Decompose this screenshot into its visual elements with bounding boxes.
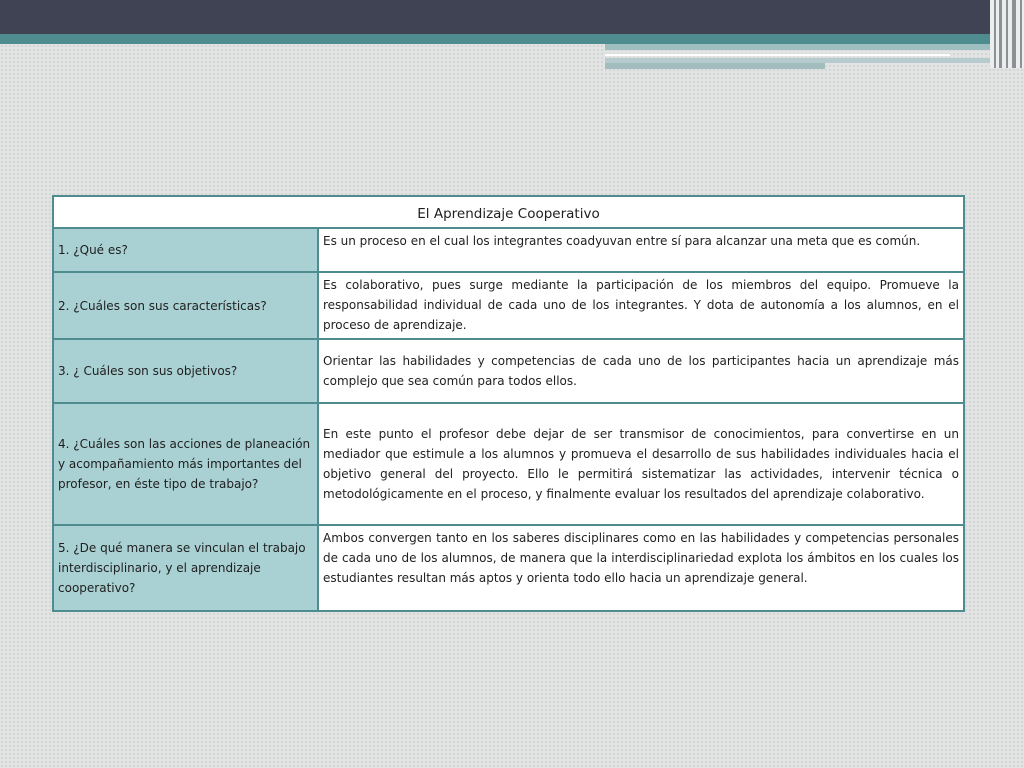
answer-cell: En este punto el profesor debe dejar de ser transmisor de conocimientos, para convertirse en un mediador que estimule a los alumnos y promueva el desarrollo de sus habilidades individuales hacia el objetivo general del proyecto. Ello le permitirá sistematizar las actividades, intervenir técnica o metodológicamente en el proceso, y finalmente evaluar los resultados del aprendizaje colaborativo. (318, 403, 964, 525)
table-title: El Aprendizaje Cooperativo (53, 196, 964, 228)
table-row (53, 228, 964, 272)
slide-header-strip (605, 54, 950, 56)
cooperative-learning-table (52, 195, 965, 612)
answer-cell: Es colaborativo, pues surge mediante la participación de los miembros del equipo. Promueve la responsabilidad individual de cada uno de los integrantes. Y dota de autonomía a los alumnos, en el proceso de aprendizaje. (318, 272, 964, 339)
table-row (53, 339, 964, 403)
table-row (53, 403, 964, 525)
answer-cell: Es un proceso en el cual los integrantes coadyuvan entre sí para alcanzar una meta que es común. (318, 228, 964, 272)
slide-header-strip (605, 44, 990, 50)
slide-header-strip (605, 63, 825, 69)
question-cell: 1. ¿Qué es? (53, 228, 318, 272)
answer-cell: Ambos convergen tanto en los saberes disciplinares como en las habilidades y competencias personales de cada uno de los alumnos, de manera que la interdisciplinariedad explota los ámbitos en los cuales los estudiantes resultan más aptos y orienta todo ello hacia un aprendizaje general. (318, 525, 964, 611)
question-cell: 4. ¿Cuáles son las acciones de planeación y acompañamiento más importantes del profesor, en éste tipo de trabajo? (53, 403, 318, 525)
question-cell: 3. ¿ Cuáles son sus objetivos? (53, 339, 318, 403)
question-cell: 5. ¿De qué manera se vinculan el trabajo interdisciplinario, y el aprendizaje cooperativo? (53, 525, 318, 611)
table-row (53, 525, 964, 611)
question-cell: 2. ¿Cuáles son sus características? (53, 272, 318, 339)
slide-corner-decoration (990, 0, 1024, 68)
slide-header-bar (0, 0, 990, 34)
answer-cell: Orientar las habilidades y competencias de cada uno de los participantes hacia un aprendizaje más complejo que sea común para todos ellos. (318, 339, 964, 403)
table-row (53, 272, 964, 339)
table-title-row (53, 196, 964, 228)
slide-header-accent-bar (0, 34, 990, 44)
